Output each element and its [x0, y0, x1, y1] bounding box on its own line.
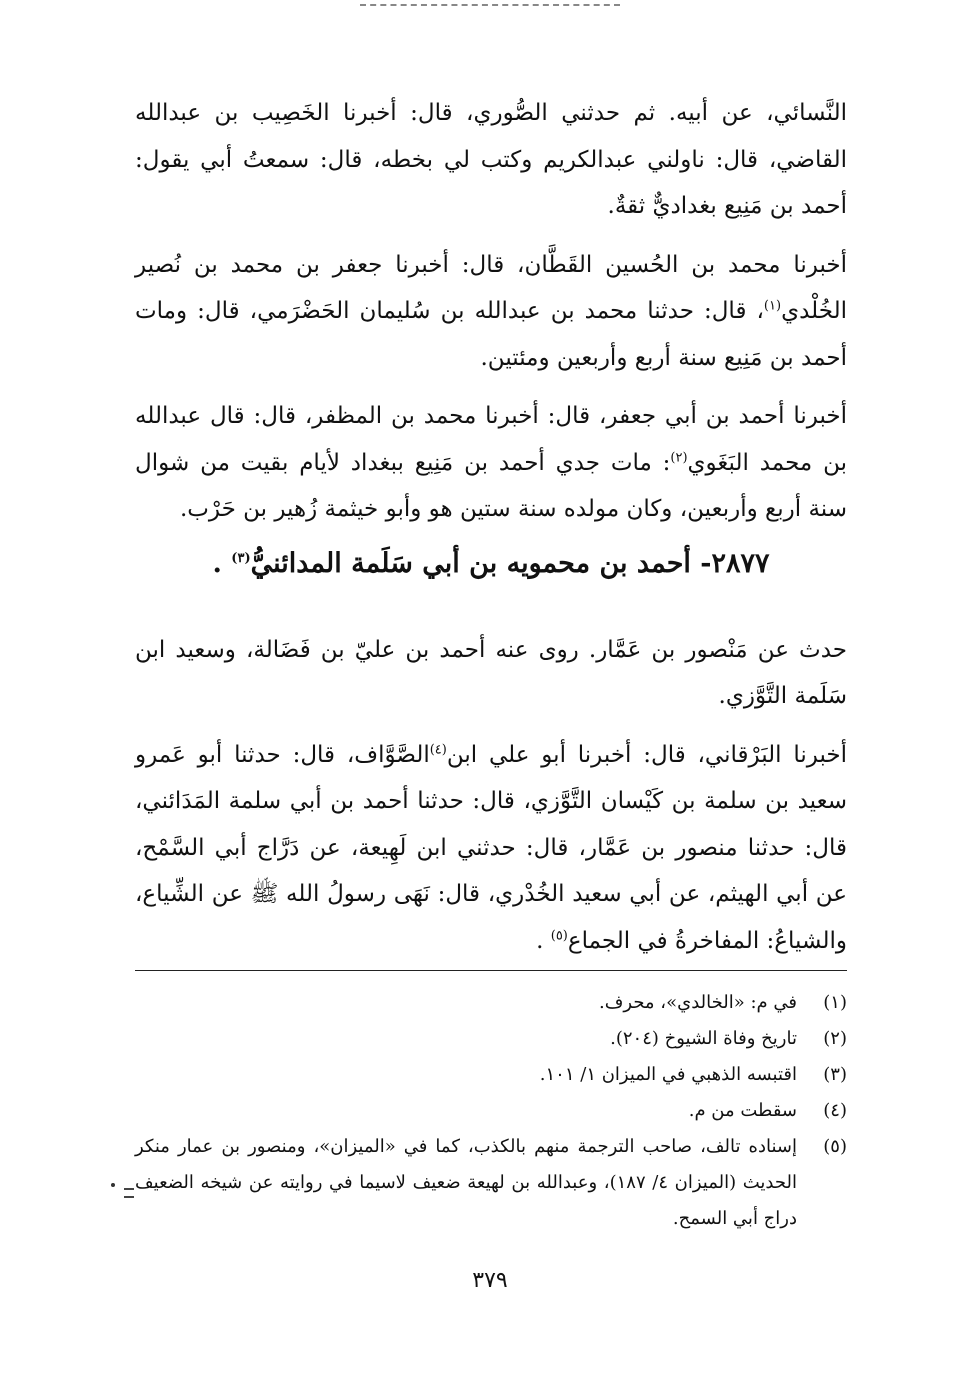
- paragraph-5: [135, 732, 847, 965]
- footnote-text: في م: «الخالدي»، محرف.: [599, 992, 797, 1013]
- footnote-text: إسناده تالف، صاحب الترجمة منهم بالكذب، كما في «الميزان»، ومنصور بن عمار منكر الحديث (الميزان ٤/ ١٨٧)، وعبدالله بن لهيعة ضعيف لاسيما في روايته عن شيخه الضعيف دراج أبي السمح.: [135, 1136, 797, 1229]
- footnote-number: (٥): [823, 1136, 847, 1157]
- footnote-number: (١): [823, 992, 847, 1013]
- margin-dot-mark: [111, 1183, 115, 1187]
- footnote-1: [135, 985, 847, 1021]
- paragraph-3-text-a: أخبرنا أحمد بن أبي جعفر، قال: أخبرنا محمد بن المظفر، قال: قال عبدالله بن محمد البَغَوي: [135, 403, 848, 476]
- footnote-ref-5: (٥): [550, 927, 568, 943]
- entry-heading: [135, 541, 847, 587]
- paragraph-1: [135, 90, 847, 230]
- footnote-ref-4: (٤): [429, 741, 447, 757]
- footnote-text: سقطت من م.: [688, 1100, 797, 1121]
- page-number: ٣٧٩: [472, 1268, 508, 1293]
- paragraph-4-text: حدث عن مَنْصور بن عَمَّار. روى عنه أحمد بن عليّ بن فَضَالة، وسعيد ابن سَلَمة التَّوَّزي.: [135, 636, 847, 709]
- footnote-ref-3: (٣): [231, 550, 251, 566]
- paragraph-5-text-a: أخبرنا البَرْقاني، قال: أخبرنا أبو علي ابن: [446, 741, 847, 768]
- margin-equals-mark: [124, 1188, 134, 1198]
- paragraph-3: [135, 393, 847, 533]
- paragraph-2-text-b: ، قال: حدثنا محمد بن عبدالله بن سُليمان الحَضْرَمي، قال: ومات أحمد بن مَنِيع سنة أربع وأربعين ومئتين.: [135, 298, 847, 371]
- paragraph-2-text-a: أخبرنا محمد بن الحُسين القَطَّان، قال: أخبرنا جعفر بن محمد بن نُصير الخُلْدي: [135, 251, 847, 324]
- footnote-5: [135, 1129, 847, 1237]
- entry-heading-end: .: [212, 547, 222, 579]
- footnote-separator: [135, 970, 847, 971]
- paragraph-2: [135, 242, 847, 382]
- page-body: [135, 90, 847, 1237]
- footnotes: [135, 985, 847, 1237]
- footnote-text: اقتبسه الذهبي في الميزان ١/ ١٠١.: [539, 1064, 797, 1085]
- footnote-number: (٣): [823, 1064, 847, 1085]
- top-margin-rule: [360, 4, 620, 6]
- footnote-text: تاريخ وفاة الشيوخ (٢٠٤).: [610, 1028, 797, 1049]
- footnote-3: [135, 1057, 847, 1093]
- footnote-4: [135, 1093, 847, 1129]
- footnote-2: [135, 1021, 847, 1057]
- paragraph-5-end: .: [536, 927, 544, 954]
- paragraph-4: [135, 627, 847, 720]
- paragraph-3-text-b: : مات جدي أحمد بن مَنِيع ببغداد لأيام بقيت من شوال سنة أربع وأربعين، وكان مولده سنة ستين هو وأبو خيثمة زُهير بن حَرْب.: [135, 449, 847, 522]
- paragraph-5-text-b: الصَّوَّاف، قال: حدثنا أبو عَمرو سعيد بن سلمة بن كَيْسان التَّوَّزي، قال: حدثنا أحمد بن أبي سلمة المَدَائني، قال: حدثنا منصور بن عَمَّار، قال: حدثني ابن لَهِيعة، عن دَرَّاج أبي السَّمْح، عن أبي الهيثم، عن أبي سعيد الخُدْري، قال: نَهَى رسولُ الله ﷺ عن الشِّياع، والشياعُ: المفاخرةُ في الجماع: [135, 741, 847, 954]
- paragraph-1-text: النَّسائي، عن أبيه. ثم حدثني الصُّوري، قال: أخبرنا الخَصِيب بن عبدالله القاضي، قال: ناولني عبدالكريم وكتب لي بخطه، قال: سمعتُ أبي يقول: أحمد بن مَنِيع بغداديٌّ ثقةٌ.: [135, 100, 847, 219]
- footnote-ref-2: (٢): [670, 449, 688, 465]
- entry-heading-text: ٢٨٧٧- أحمد بن محمويه بن أبي سَلَمة المدائنيُّ: [250, 547, 770, 579]
- footnote-ref-1: (١): [763, 298, 782, 314]
- footnote-number: (٢): [823, 1028, 847, 1049]
- footnote-number: (٤): [823, 1100, 847, 1121]
